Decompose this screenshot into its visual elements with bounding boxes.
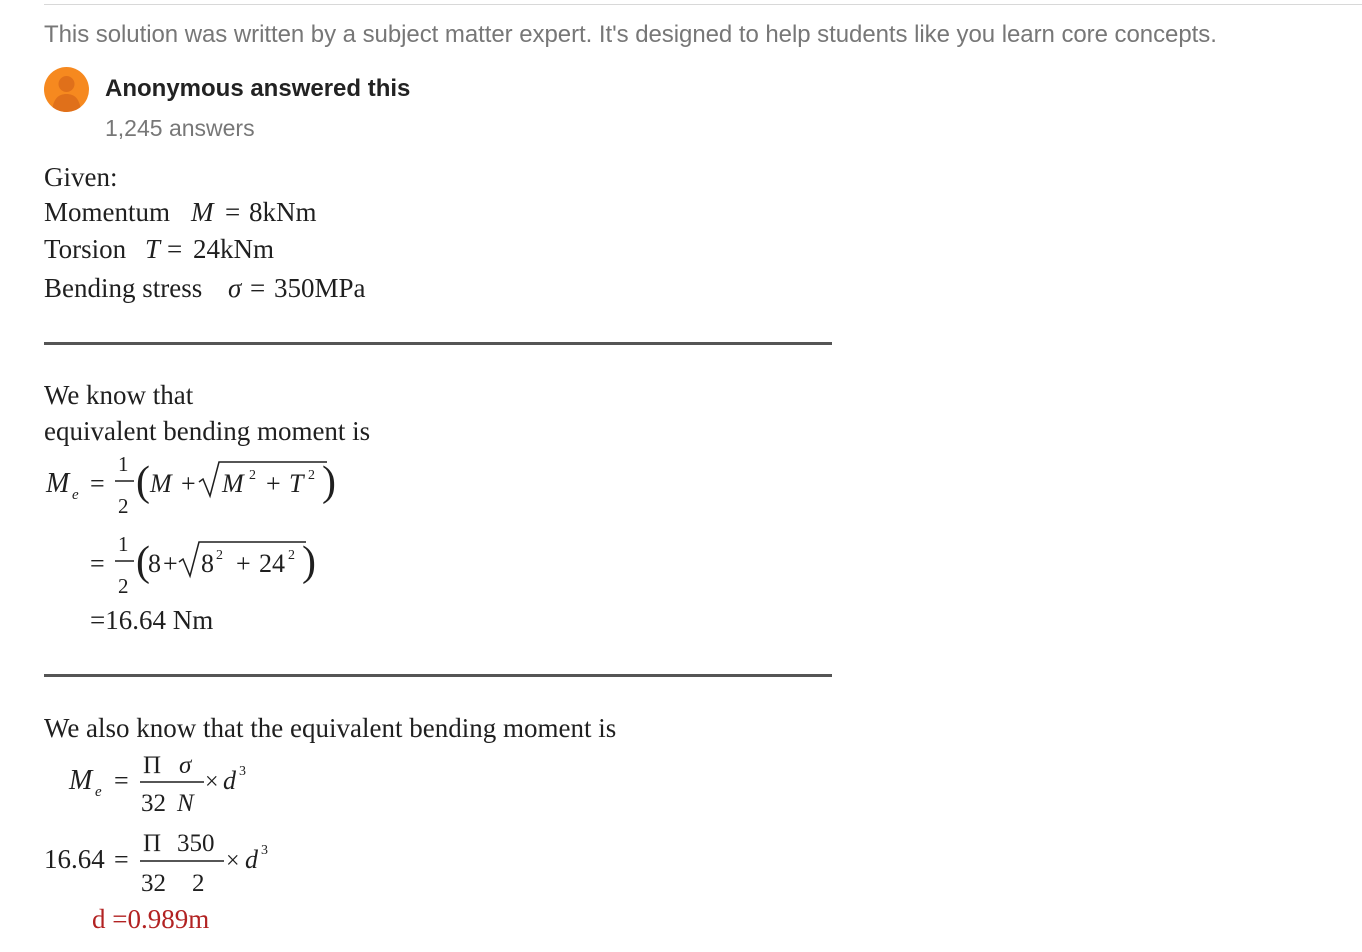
svg-text:d: d xyxy=(223,766,236,795)
svg-text:1: 1 xyxy=(118,532,129,556)
svg-text:M: M xyxy=(222,469,244,498)
svg-text:2: 2 xyxy=(308,468,315,483)
expert-notice: This solution was written by a subject matter expert. It's designed to help students like you learn core concepts. xyxy=(44,21,1217,48)
svg-text:(: ( xyxy=(136,539,150,585)
given-stress-eq: = xyxy=(250,273,266,303)
svg-text:+: + xyxy=(236,549,251,578)
den-2: 2 xyxy=(192,870,205,897)
section-divider-2 xyxy=(44,674,832,677)
numeric-equation xyxy=(44,830,268,897)
lhs-value: 16.64 xyxy=(44,844,105,874)
svg-text:=: = xyxy=(90,469,105,498)
svg-text:e: e xyxy=(72,487,79,503)
svg-text:=: = xyxy=(114,766,129,795)
section-divider xyxy=(44,342,832,345)
svg-text:8: 8 xyxy=(148,549,161,578)
step1-result: =16.64 Nm xyxy=(90,605,214,635)
substitution-formula xyxy=(90,532,316,598)
svg-text:1: 1 xyxy=(118,452,129,476)
given-torsion-eq: = xyxy=(167,234,183,264)
svg-text:3: 3 xyxy=(239,764,246,779)
svg-text:T: T xyxy=(289,469,304,498)
svg-text:N: N xyxy=(177,790,194,817)
svg-text:+: + xyxy=(163,549,178,578)
given-momentum-label: Momentum xyxy=(44,197,170,227)
bending-moment-formula xyxy=(68,752,246,817)
svg-text:σ: σ xyxy=(179,752,192,779)
svg-text:d: d xyxy=(245,845,258,874)
given-stress-value: 350MPa xyxy=(274,273,366,303)
given-torsion-symbol: T xyxy=(145,234,161,264)
svg-text:32: 32 xyxy=(141,790,166,817)
svg-text:M: M xyxy=(69,765,93,796)
svg-text:(: ( xyxy=(136,459,150,505)
author-name[interactable]: Anonymous answered this xyxy=(105,75,411,102)
svg-text:e: e xyxy=(95,784,102,800)
svg-text:=: = xyxy=(90,549,105,578)
given-momentum-eq: = xyxy=(225,197,241,227)
svg-text:2: 2 xyxy=(249,468,256,483)
given-momentum-value: 8kNm xyxy=(249,197,317,227)
svg-text:2: 2 xyxy=(118,494,129,518)
given-stress-symbol: σ xyxy=(228,273,242,303)
step1-line2: equivalent bending moment is xyxy=(44,416,371,446)
svg-text:): ) xyxy=(322,459,336,505)
svg-text:2: 2 xyxy=(288,548,295,563)
svg-text:M: M xyxy=(150,469,172,498)
answers-count: 1,245 answers xyxy=(105,115,255,141)
svg-text:8: 8 xyxy=(201,549,214,578)
svg-text:+: + xyxy=(181,469,196,498)
step2-intro: We also know that the equivalent bending moment is xyxy=(44,713,617,743)
svg-text:2: 2 xyxy=(118,574,129,598)
step1-line1: We know that xyxy=(44,380,194,410)
svg-text:Π: Π xyxy=(143,752,162,779)
svg-text:2: 2 xyxy=(216,548,223,563)
given-torsion-value: 24kNm xyxy=(193,234,274,264)
given-stress-label: Bending stress xyxy=(44,273,203,303)
svg-text:3: 3 xyxy=(261,843,268,858)
svg-text:×: × xyxy=(226,848,240,874)
final-answer: d =0.989m xyxy=(92,904,210,934)
svg-text:×: × xyxy=(205,769,219,795)
given-momentum-symbol: M xyxy=(191,197,214,227)
svg-text:+: + xyxy=(266,469,281,498)
num-350: 350 xyxy=(177,830,215,857)
svg-text:M: M xyxy=(46,468,70,499)
num-pi: Π xyxy=(143,830,162,857)
given-torsion-label: Torsion xyxy=(44,234,127,264)
given-label: Given: xyxy=(44,162,118,192)
equivalent-moment-formula xyxy=(45,452,336,518)
den-32: 32 xyxy=(141,870,166,897)
svg-text:): ) xyxy=(302,539,316,585)
svg-text:24: 24 xyxy=(259,549,285,578)
svg-text:=: = xyxy=(114,845,129,874)
